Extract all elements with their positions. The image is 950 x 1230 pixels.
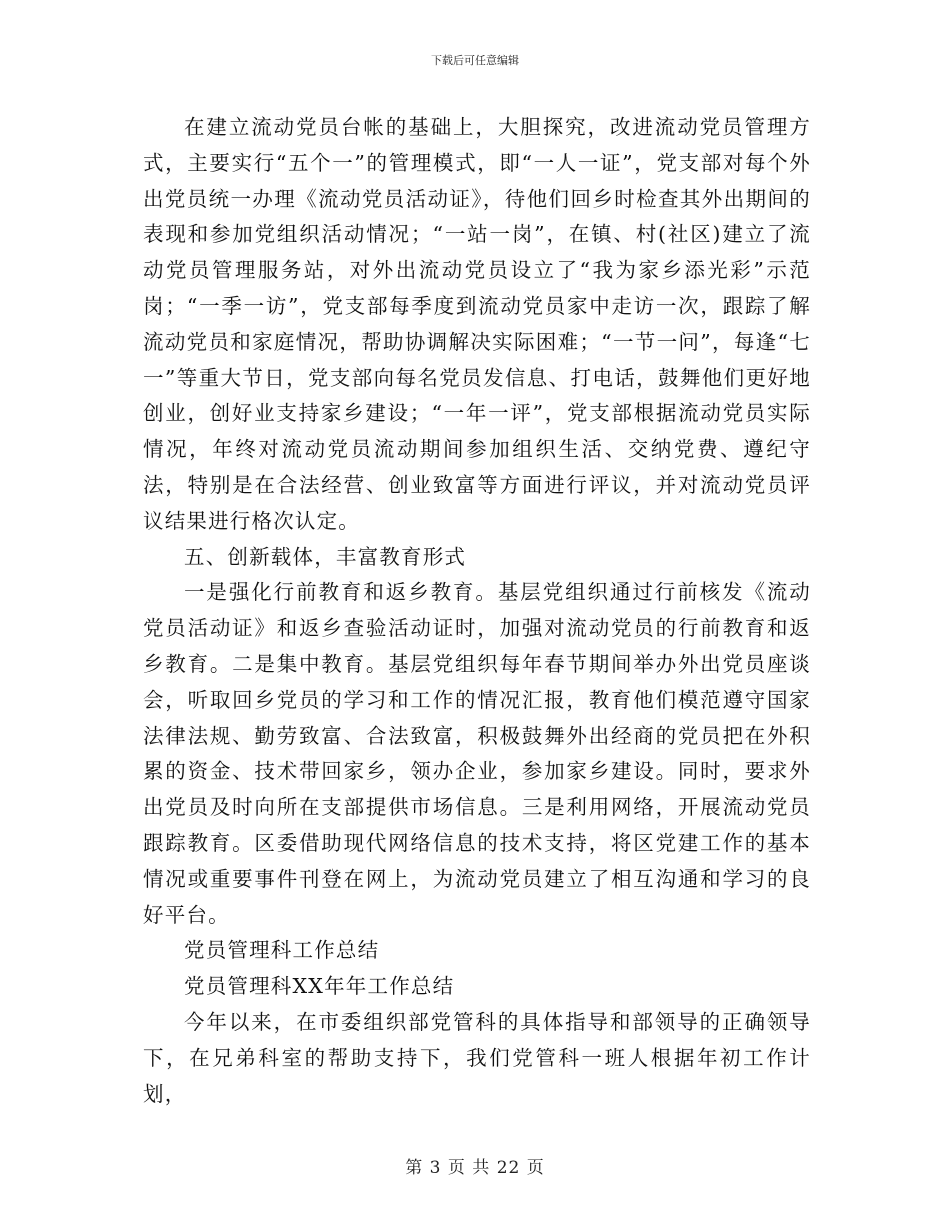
- paragraph-education-forms: 一是强化行前教育和返乡教育。基层党组织通过行前核发《流动党员活动证》和返乡查验活动证时，加强对流动党员的行前教育和返乡教育。二是集中教育。基层党组织每年春节期间举办外出党员座谈会，听取回乡党员的学习和工作的情况汇报，教育他们模范遵守国家法律法规、勤劳致富、合法致富，积极鼓舞外出经商的党员把在外积累的资金、技术带回家乡，领办企业，参加家乡建设。同时，要求外出党员及时向所在支部提供市场信息。三是利用网络，开展流动党员跟踪教育。区委借助现代网络信息的技术支持，将区党建工作的基本情况或重要事件刊登在网上，为流动党员建立了相互沟通和学习的良好平台。: [143, 580, 811, 927]
- document-body: [143, 110, 811, 1112]
- section-heading-five: 五、创新载体，丰富教育形式: [184, 544, 467, 569]
- document-subtitle: 党员管理科XX年年工作总结: [184, 974, 455, 999]
- document-title: 党员管理科工作总结: [184, 938, 380, 963]
- page-number: 第 3 页 共 22 页: [405, 1158, 545, 1178]
- page-header-note: 下载后可任意编辑: [431, 54, 519, 67]
- paragraph-management-mode: 在建立流动党员台帐的基础上，大胆探究，改进流动党员管理方式，主要实行“五个一”的管理模式，即“一人一证”，党支部对每个外出党员统一办理《流动党员活动证》，待他们回乡时检查其外出期间的表现和参加党组织活动情况；“一站一岗”，在镇、村(社区)建立了流动党员管理服务站，对外出流动党员设立了“我为家乡添光彩”示范岗；“一季一访”，党支部每季度到流动党员家中走访一次，跟踪了解流动党员和家庭情况，帮助协调解决实际困难；“一节一问”，每逢“七一”等重大节日，党支部向每名党员发信息、打电话，鼓舞他们更好地创业，创好业支持家乡建设；“一年一评”，党支部根据流动党员实际情况，年终对流动党员流动期间参加组织生活、交纳党费、遵纪守法，特别是在合法经营、创业致富等方面进行评议，并对流动党员评议结果进行格次认定。: [143, 115, 811, 533]
- paragraph-intro: 今年以来，在市委组织部党管科的具体指导和部领导的正确领导下，在兄弟科室的帮助支持下，我们党管科一班人根据年初工作计划，: [143, 1009, 811, 1106]
